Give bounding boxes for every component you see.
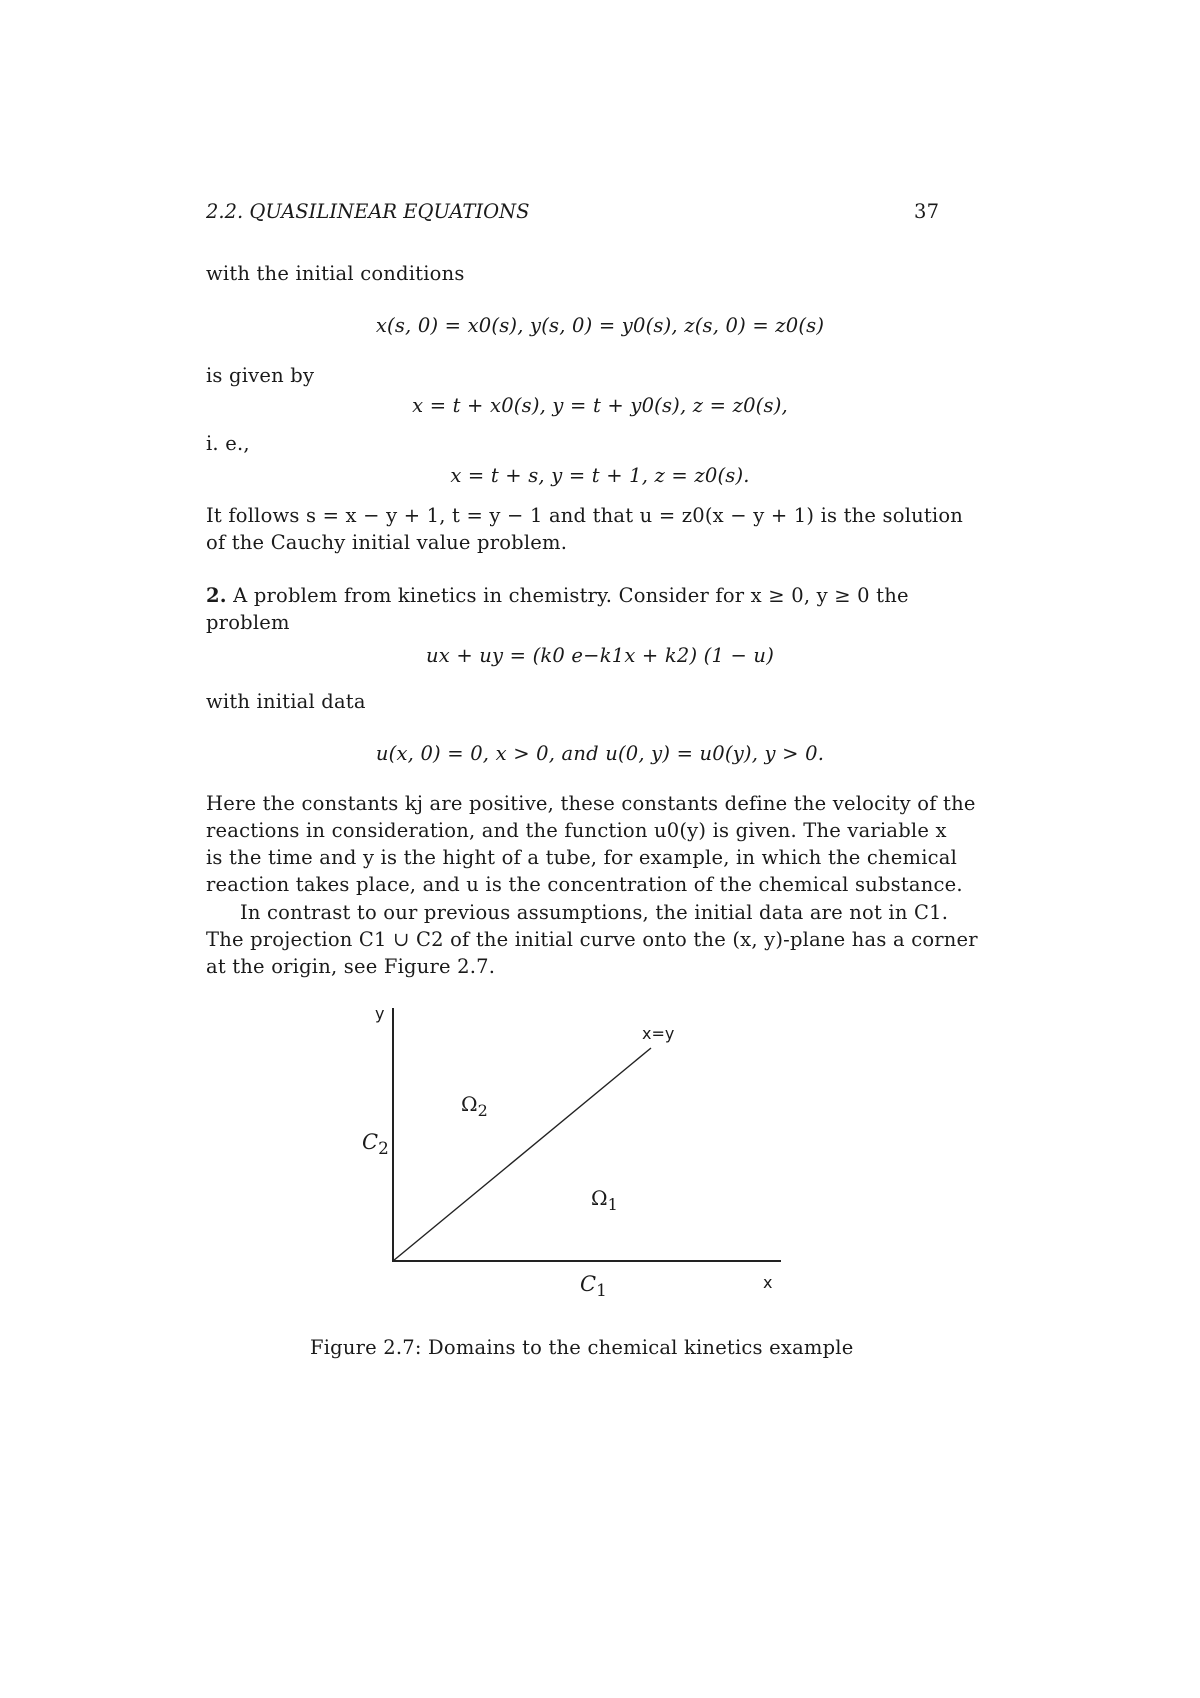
omega1-label: $\Omega_1$ — [591, 1186, 618, 1214]
paragraph-line: Here the constants kj are positive, these constants define the velocity of the — [206, 792, 976, 815]
example-number: 2. — [206, 584, 227, 607]
paragraph: i. e., — [206, 432, 250, 455]
figure-caption: Figure 2.7: Domains to the chemical kinetics example — [310, 1336, 854, 1359]
y-axis-label: y — [375, 1004, 385, 1023]
omega2-label: $\Omega_2$ — [461, 1092, 488, 1120]
paragraph-line: reactions in consideration, and the function u0(y) is given. The variable x — [206, 819, 947, 842]
example-text: A problem from kinetics in chemistry. Consider for x ≥ 0, y ≥ 0 the — [233, 584, 909, 607]
line-label: x=y — [642, 1024, 675, 1043]
paragraph-line: In contrast to our previous assumptions, the initial data are not in C1. — [240, 901, 949, 924]
paragraph: with initial data — [206, 690, 366, 713]
paragraph: is given by — [206, 364, 315, 387]
page-number: 37 — [914, 200, 940, 223]
equation: ux + uy = (k0 e−k1x + k2) (1 − u) — [425, 644, 774, 667]
paragraph-line: It follows s = x − y + 1, t = y − 1 and that u = z0(x − y + 1) is the solution — [206, 504, 964, 527]
paragraph: with the initial conditions — [206, 262, 465, 285]
paragraph-line: at the origin, see Figure 2.7. — [206, 955, 496, 978]
paragraph-line: reaction takes place, and u is the concentration of the chemical substance. — [206, 873, 963, 896]
equation: x(s, 0) = x0(s), y(s, 0) = y0(s), z(s, 0) = z0(s) — [375, 314, 825, 337]
c1-label: $C_1$ — [580, 1272, 607, 1301]
running-header: 2.2. QUASILINEAR EQUATIONS — [206, 200, 530, 223]
paragraph-line: is the time and y is the hight of a tube, for example, in which the chemical — [206, 846, 958, 869]
c2-label: $C_2$ — [362, 1130, 389, 1159]
equation: u(x, 0) = 0, x > 0, and u(0, y) = u0(y), y > 0. — [375, 742, 825, 765]
equation: x = t + x0(s), y = t + y0(s), z = z0(s), — [412, 394, 788, 417]
paragraph-line: problem — [206, 611, 290, 634]
paragraph-line: of the Cauchy initial value problem. — [206, 531, 568, 554]
x-axis-label: x — [763, 1273, 773, 1292]
equation: x = t + s, y = t + 1, z = z0(s). — [450, 464, 750, 487]
diagonal-line — [393, 1048, 651, 1261]
paragraph-line: The projection C1 ∪ C2 of the initial curve onto the (x, y)-plane has a corner — [206, 928, 978, 951]
